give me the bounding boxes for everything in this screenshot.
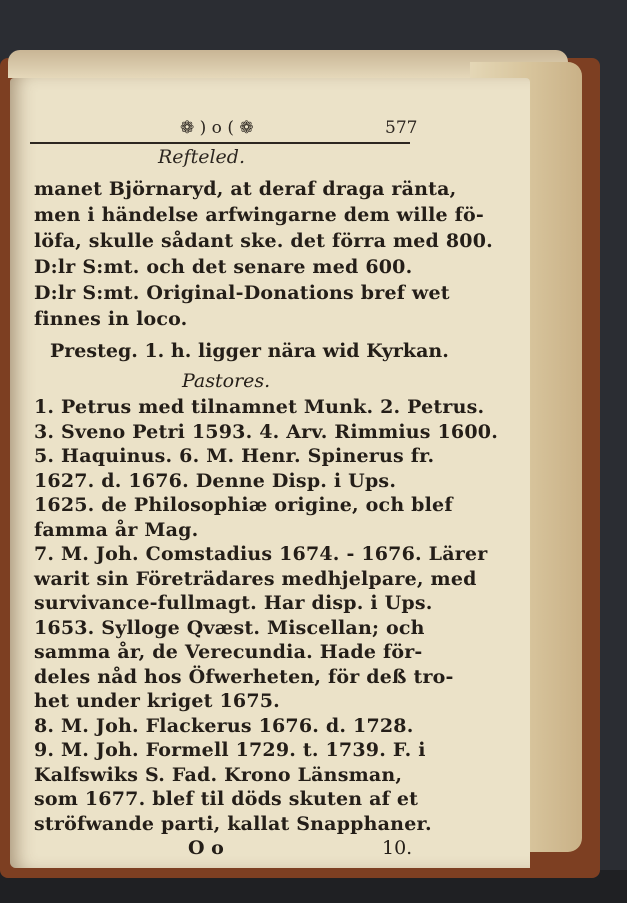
signature-mark: O o xyxy=(188,837,224,859)
pastor-line: 1. Petrus med tilnamnet Munk. 2. Petrus. xyxy=(34,396,485,418)
pastor-line: 3. Sveno Petri 1593. 4. Arv. Rimmius 1600. xyxy=(34,420,499,443)
pastor-line: 1653. Sylloge Qvæst. Miscellan; och xyxy=(34,616,425,639)
pastor-line: ströfwande parti, kallat Snapphaner. xyxy=(34,812,432,835)
text-line: D:lr S:mt. Original-Donations bref wet xyxy=(34,282,450,304)
pastor-line: warit sin Företrädares medhjelpare, med xyxy=(34,567,477,590)
page-number: 577 xyxy=(385,118,418,138)
page-header xyxy=(30,118,530,148)
pastor-line: Kalfswiks S. Fad. Krono Länsman, xyxy=(34,763,403,786)
pastores-heading: Pastores. xyxy=(182,370,271,392)
prestegard-line: Presteg. 1. h. ligger nära wid Kyrkan. xyxy=(50,340,449,362)
pastor-line: som 1677. blef til döds skuten af et xyxy=(34,788,419,810)
pastor-line: samma år, de Verecundia. Hade för- xyxy=(34,641,423,663)
text-line: men i händelse arfwingarne dem wille fö- xyxy=(34,204,484,226)
catchword: 10. xyxy=(382,837,413,859)
book-page xyxy=(10,78,530,868)
text-line: D:lr S:mt. och det senare med 600. xyxy=(34,256,413,278)
header-ornament: ❁ ) o ( ❁ xyxy=(180,118,254,138)
header-rule xyxy=(30,142,410,144)
pastor-line: 1625. de Philosophiæ origine, och blef xyxy=(34,494,453,516)
text-line: finnes in loco. xyxy=(34,308,188,330)
text-line: manet Björnaryd, at deraf draga ränta, xyxy=(34,178,457,200)
running-head: Refteled. xyxy=(158,146,245,168)
pastor-line: 5. Haquinus. 6. M. Henr. Spinerus fr. xyxy=(34,445,435,467)
pastor-line: het under kriget 1675. xyxy=(34,690,280,712)
pastor-line: survivance-fullmagt. Har disp. i Ups. xyxy=(34,592,433,614)
pastor-line: deles nåd hos Öfwerheten, för deß tro- xyxy=(34,665,454,688)
pastor-line: famma år Mag. xyxy=(34,518,199,541)
pastor-line: 8. M. Joh. Flackerus 1676. d. 1728. xyxy=(34,714,414,737)
pastor-line: 1627. d. 1676. Denne Disp. i Ups. xyxy=(34,469,397,492)
text-line: löfa, skulle sådant ske. det förra med 800. xyxy=(34,230,493,252)
pastor-line: 9. M. Joh. Formell 1729. t. 1739. F. i xyxy=(34,739,426,761)
pastor-line: 7. M. Joh. Comstadius 1674. - 1676. Lärer xyxy=(34,543,488,565)
